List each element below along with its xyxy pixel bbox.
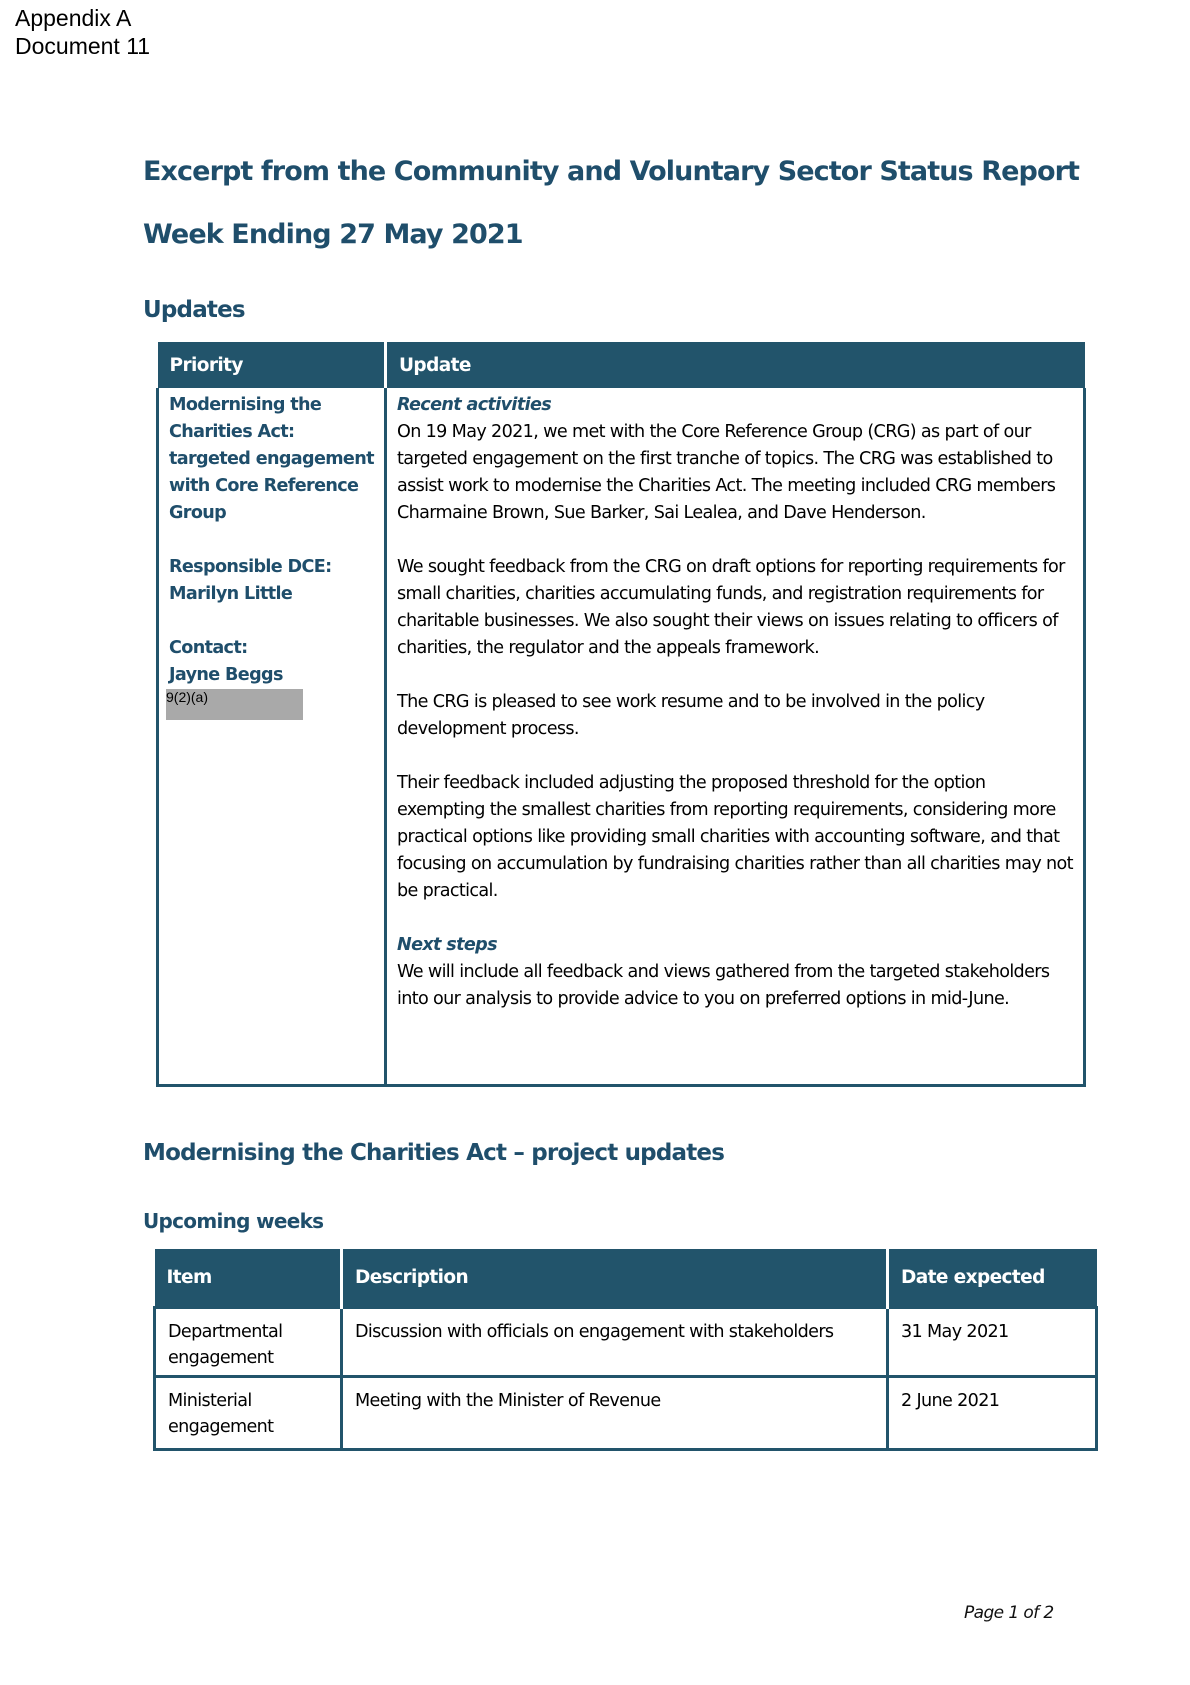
responsible-dce-label: Responsible DCE: [169,557,332,577]
page-title: Excerpt from the Community and Voluntary Sector Status Report [143,156,1080,187]
column-header-update: Update [386,342,1085,388]
upcoming-weeks-heading: Upcoming weeks [143,1209,324,1233]
contact-name: Jayne Beggs [169,665,283,685]
upcoming-table-header [155,1249,1097,1308]
table-row [158,388,1085,1086]
responsible-dce-name: Marilyn Little [169,584,293,604]
recent-activities-heading: Recent activities [397,395,552,415]
column-header-priority: Priority [158,342,386,388]
upcoming-weeks-table [153,1249,1098,1451]
date-cell: 31 May 2021 [888,1308,1097,1377]
update-paragraph: The CRG is pleased to see work resume and to be involved in the policy development process. [397,692,985,739]
page-subtitle: Week Ending 27 May 2021 [143,219,523,250]
project-updates-heading: Modernising the Charities Act – project updates [143,1140,725,1166]
updates-heading: Updates [143,297,245,323]
page-number: Page 1 of 2 [964,1603,1054,1623]
item-cell: Departmental engagement [155,1308,342,1377]
update-cell [386,388,1085,1086]
updates-table-header [158,342,1085,388]
description-cell: Discussion with officials on engagement with stakeholders [342,1308,888,1377]
update-paragraph: Their feedback included adjusting the proposed threshold for the option exempting the smallest charities from reporting requirements, considering more practical options like providing small charities with accounting software, and that focusing on accumulation by fundraising charities rather than all charities may not be practical. [397,773,1073,901]
table-row [155,1377,1097,1450]
updates-table [156,342,1086,1087]
update-paragraph: We sought feedback from the CRG on draft options for reporting requirements for small charities, charities accumulating funds, and registration requirements for charitable businesses. We also sought their views on issues relating to officers of charities, the regulator and the appeals framework. [397,557,1065,658]
column-header-description: Description [342,1249,888,1308]
appendix-line: Appendix A [15,5,132,31]
contact-label: Contact: [169,638,248,658]
next-steps-heading: Next steps [397,935,497,955]
next-steps-text: We will include all feedback and views gathered from the targeted stakeholders into our analysis to provide advice to you on preferred options in mid-June. [397,962,1050,1009]
table-row [155,1308,1097,1377]
document-number: Document 11 [15,33,151,59]
column-header-date: Date expected [888,1249,1097,1308]
appendix-label [15,4,150,60]
priority-name: Modernising the Charities Act: targeted engagement with Core Reference Group [169,395,374,523]
priority-cell [158,388,386,1086]
description-cell: Meeting with the Minister of Revenue [342,1377,888,1450]
column-header-item: Item [155,1249,342,1308]
redaction-box: 9(2)(a) [166,689,303,720]
date-cell: 2 June 2021 [888,1377,1097,1450]
item-cell: Ministerial engagement [155,1377,342,1450]
update-paragraph: On 19 May 2021, we met with the Core Reference Group (CRG) as part of our targeted engagement on the first tranche of topics. The CRG was established to assist work to modernise the Charities Act. The meeting included CRG members Charmaine Brown, Sue Barker, Sai Lealea, and Dave Henderson. [397,422,1056,523]
